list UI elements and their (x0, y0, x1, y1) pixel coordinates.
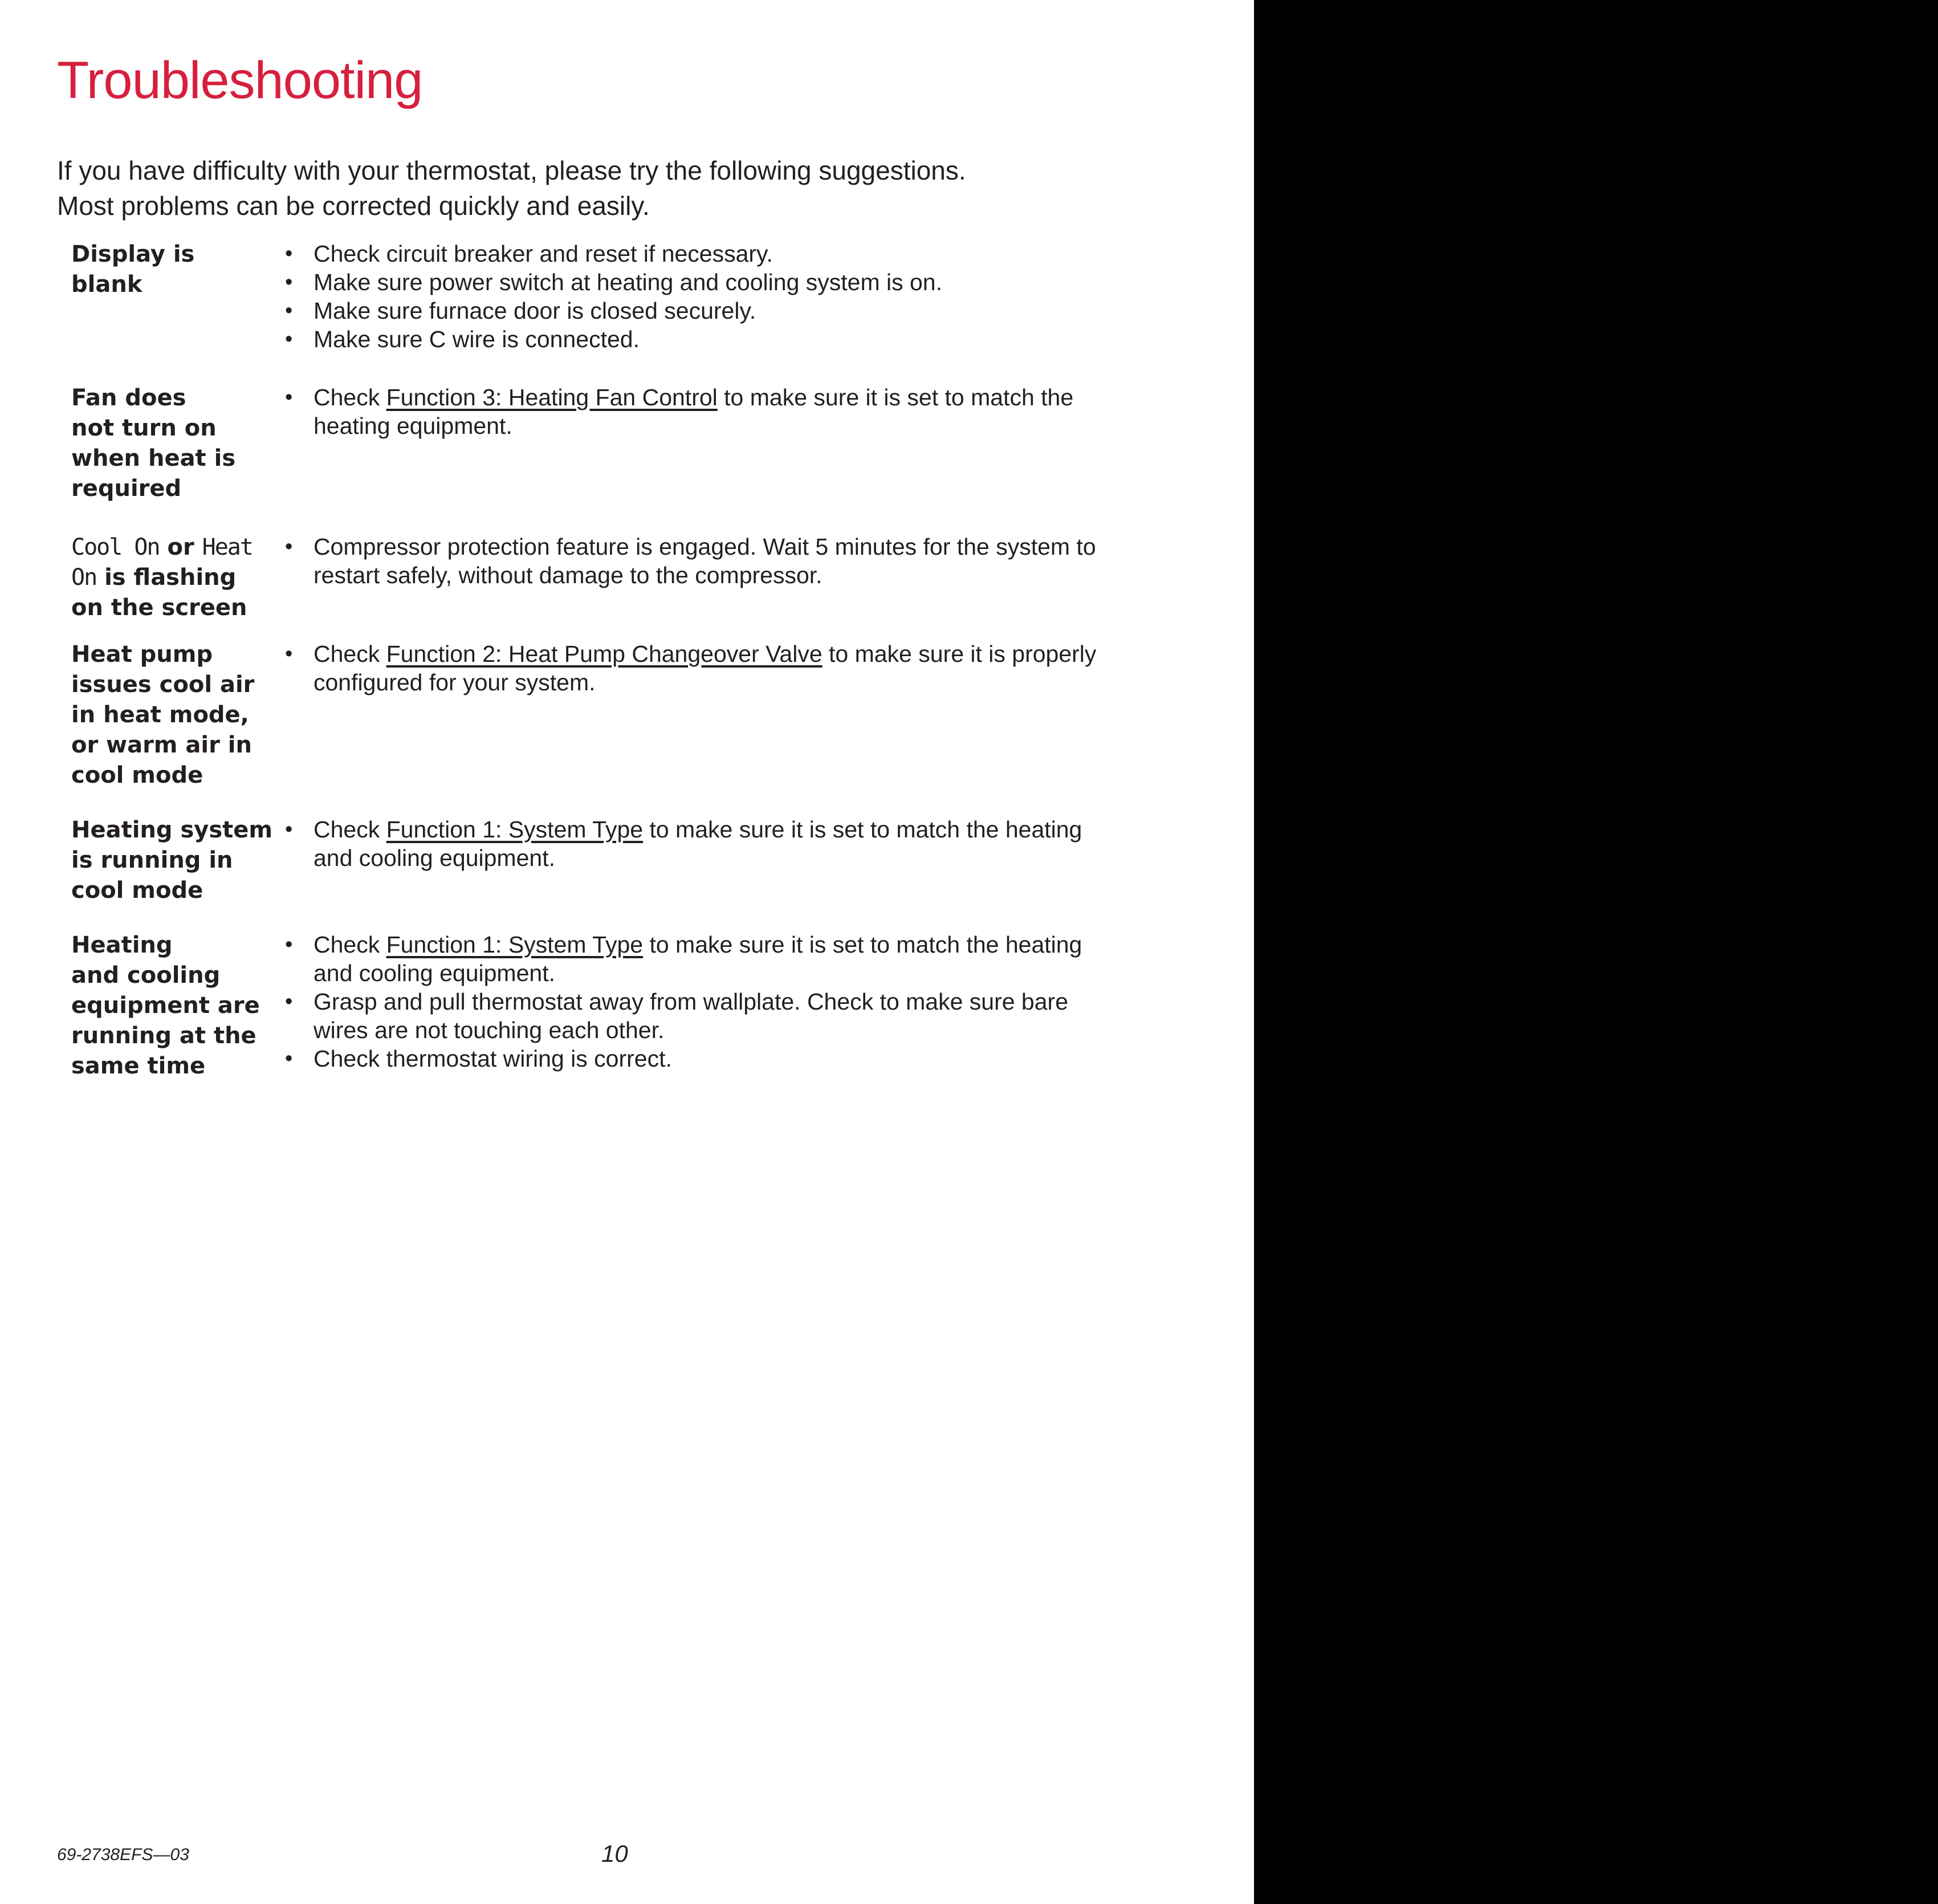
solution-item: • Check Function 3: Heating Fan Control to make sure it is set to match the heating equipment. (282, 383, 1251, 440)
solution-list (282, 383, 1251, 440)
problem-label-line: cool mode (71, 877, 203, 904)
problem-label (71, 640, 276, 791)
solution-item: • Check circuit breaker and reset if necessary. (282, 239, 1251, 268)
lcd-text-on: On (71, 564, 97, 591)
problem-label-line: issues cool air (71, 672, 255, 698)
problem-label-line: is running in (71, 847, 233, 873)
problem-label-line: in heat mode, (71, 702, 249, 728)
solution-list (282, 815, 1251, 872)
lcd-text-heat: Heat (202, 534, 253, 560)
document-code: 69-2738EFS—03 (57, 1845, 189, 1864)
problem-label (71, 930, 276, 1081)
solution-item: • Grasp and pull thermostat away from wallplate. Check to make sure bare wires are not touching each other. (282, 987, 1251, 1044)
page-title: Troubleshooting (57, 51, 423, 109)
problem-label-line: cool mode (71, 762, 203, 788)
lcd-text-cool-on: Cool On (71, 534, 160, 560)
intro-paragraph (57, 153, 1197, 223)
solution-list (282, 640, 1251, 697)
problem-label-line: not turn on (71, 415, 217, 441)
problem-label-line: Display is (71, 241, 195, 267)
problem-label-line: required (71, 475, 182, 502)
problem-label-line: or warm air in (71, 732, 252, 758)
problem-label-line: equipment are (71, 992, 260, 1019)
solution-item: • Make sure C wire is connected. (282, 325, 1251, 353)
function-2-link[interactable]: Function 2: Heat Pump Changeover Valve (386, 641, 823, 667)
function-1-link[interactable]: Function 1: System Type (386, 816, 644, 843)
solution-item: • Make sure power switch at heating and cooling system is on. (282, 268, 1251, 296)
problem-label (71, 815, 276, 906)
problem-label: Cool On or Heat On is flashing on the screen (71, 532, 276, 623)
problem-label-line: Heating (71, 932, 173, 958)
solution-item: • Check thermostat wiring is correct. (282, 1044, 1251, 1073)
intro-line: If you have difficulty with your thermostat, please try the following suggestions. (57, 156, 966, 185)
problem-label-line: running at the (71, 1023, 256, 1049)
problem-label-line: on the screen (71, 595, 247, 621)
solution-item: • Check Function 1: System Type to make sure it is set to match the heating and cooling equipment. (282, 815, 1251, 872)
problem-label-line: Heating system (71, 817, 273, 843)
intro-line: Most problems can be corrected quickly and easily. (57, 191, 650, 221)
function-3-link[interactable]: Function 3: Heating Fan Control (386, 384, 718, 410)
problem-label-line: and cooling (71, 962, 221, 988)
solution-item: • Compressor protection feature is engaged. Wait 5 minutes for the system to restart safely, without damage to the compressor. (282, 532, 1251, 589)
solution-list (282, 930, 1251, 1073)
problem-label (71, 383, 276, 504)
black-side-panel (1254, 0, 1938, 1904)
problem-label-line: same time (71, 1053, 206, 1079)
solution-item: • Check Function 1: System Type to make sure it is set to match the heating and cooling equipment. (282, 930, 1251, 987)
problem-label (71, 239, 276, 300)
problem-label-line: blank (71, 271, 142, 298)
problem-label-line: Heat pump (71, 641, 213, 668)
solution-list (282, 239, 1251, 353)
solution-item: • Make sure furnace door is closed securely. (282, 296, 1251, 325)
problem-label-line: Fan does (71, 385, 186, 411)
solution-item: • Check Function 2: Heat Pump Changeover Valve to make sure it is properly configured for your system. (282, 640, 1251, 697)
problem-label-line: when heat is (71, 445, 236, 471)
solution-list (282, 532, 1251, 589)
function-1-link[interactable]: Function 1: System Type (386, 931, 644, 958)
page-number: 10 (601, 1840, 628, 1867)
